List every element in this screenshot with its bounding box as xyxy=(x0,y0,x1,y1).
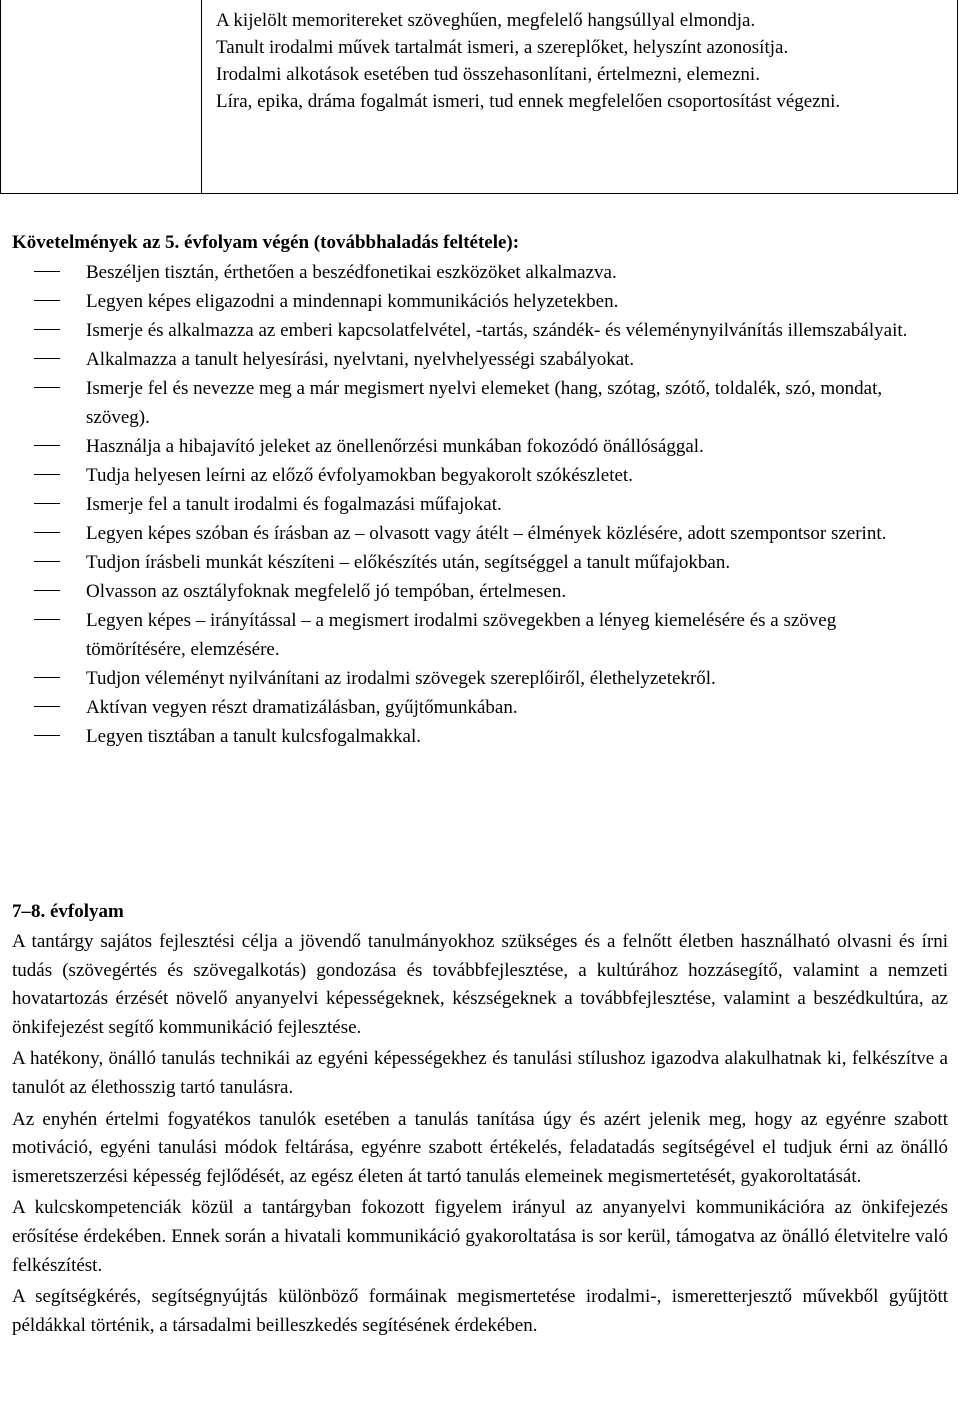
list-item-text: Legyen képes – irányítással – a megismert irodalmi szövegekben a lényeg kiemelésére és a szöveg tömörítésére, elemzésére. xyxy=(86,610,837,660)
dash-bullet xyxy=(34,619,60,620)
dash-bullet xyxy=(34,532,60,533)
list-item xyxy=(0,606,940,664)
list-item-text: Tudjon véleményt nyilvánítani az irodalmi szövegek szereplőiről, élethelyzetekről. xyxy=(86,668,716,689)
requirements-heading: Követelmények az 5. évfolyam végén (továbbhaladás feltétele): xyxy=(12,232,520,253)
grade-heading: 7–8. évfolyam xyxy=(12,901,124,922)
list-item xyxy=(0,722,940,751)
dash-bullet xyxy=(34,271,60,272)
dash-bullet xyxy=(34,387,60,388)
list-item-text: Ismerje fel a tanult irodalmi és fogalmazási műfajokat. xyxy=(86,494,502,515)
dash-bullet xyxy=(34,677,60,678)
dash-bullet xyxy=(34,706,60,707)
list-item xyxy=(0,374,940,432)
table-line: A kijelölt memoritereket szöveghűen, megfelelő hangsúllyal elmondja. xyxy=(216,10,756,31)
list-item-text: Használja a hibajavító jeleket az önellenőrzési munkában fokozódó önállósággal. xyxy=(86,436,704,457)
requirements-list xyxy=(0,258,940,751)
list-item xyxy=(0,461,940,490)
list-item-text: Ismerje fel és nevezze meg a már megismert nyelvi elemeket (hang, szótag, szótő, toldalék, szó, mondat, szöveg). xyxy=(86,378,883,428)
dash-bullet xyxy=(34,590,60,591)
list-item-text: Legyen tisztában a tanult kulcsfogalmakkal. xyxy=(86,726,422,747)
paragraph: A hatékony, önálló tanulás technikái az egyéni képességekhez és tanulási stílushoz igazodva alakulhatnak ki, felkészítve a tanulót az élethosszig tartó tanulásra. xyxy=(12,1048,948,1098)
list-item xyxy=(0,490,940,519)
list-item xyxy=(0,664,940,693)
table-line: Irodalmi alkotások esetében tud összehasonlítani, értelmezni, elemezni. xyxy=(216,64,760,85)
list-item xyxy=(0,287,940,316)
dash-bullet xyxy=(34,300,60,301)
list-item-text: Tudja helyesen leírni az előző évfolyamokban begyakorolt szókészletet. xyxy=(86,465,633,486)
list-item xyxy=(0,519,940,548)
list-item xyxy=(0,693,940,722)
list-item-text: Legyen képes szóban és írásban az – olvasott vagy átélt – élmények közlésére, adott szempontsor szerint. xyxy=(86,523,887,544)
list-item xyxy=(0,316,940,345)
dash-bullet xyxy=(34,735,60,736)
list-item-text: Olvasson az osztályfoknak megfelelő jó tempóban, értelmesen. xyxy=(86,581,567,602)
dash-bullet xyxy=(34,503,60,504)
dash-bullet xyxy=(34,474,60,475)
dash-bullet xyxy=(34,445,60,446)
list-item-text: Alkalmazza a tanult helyesírási, nyelvtani, nyelvhelyességi szabályokat. xyxy=(86,349,635,370)
table-right-cell xyxy=(202,0,958,194)
table-line: Líra, epika, dráma fogalmát ismeri, tud ennek megfelelően csoportosítást végezni. xyxy=(216,91,841,112)
list-item-text: Tudjon írásbeli munkát készíteni – előkészítés után, segítséggel a tanult műfajokban. xyxy=(86,552,731,573)
paragraph: Az enyhén értelmi fogyatékos tanulók esetében a tanulás tanítása úgy és azért jelenik meg, hogy az egyénre szabott motiváció, egyéni tanulási módok feltárása, egyénre szabott értékelés, feladatadás segítségével el tudjuk érni az önálló ismeretszerzési képesség fejlődését, az egész életen át tartó tanulás elemeinek megismertetését, gyakoroltatását. xyxy=(12,1108,948,1187)
table-left-cell xyxy=(1,0,202,194)
paragraph: A segítségkérés, segítségnyújtás különböző formáinak megismertetése irodalmi-, ismeretterjesztő művekből gyűjtött példákkal történik, a társadalmi beilleszkedés segítésének érdekében. xyxy=(12,1286,948,1336)
paragraph: A tantárgy sajátos fejlesztési célja a jövendő tanulmányokhoz szükséges és a felnőtt életben használható olvasni és írni tudás (szövegértés és szövegalkotás) gondozása és továbbfejlesztése, a kultúrához hozzásegítő, valamint a nemzeti hovatartozás érzését növelő anyanyelvi képességeknek, készségeknek a továbbfejlesztése, valamint a beszédkultúra, az önkifejezést segítő kommunikáció fejlesztése. xyxy=(12,931,948,1038)
list-item-text: Aktívan vegyen részt dramatizálásban, gyűjtőmunkában. xyxy=(86,697,518,718)
grade-paragraphs xyxy=(12,928,948,1343)
list-item xyxy=(0,258,940,287)
paragraph: A kulcskompetenciák közül a tantárgyban fokozott figyelem irányul az anyanyelvi kommunikációra az önkifejezés erősítése érdekében. Ennek során a hivatali kommunikáció gyakoroltatása is sor kerül, támogatva az önálló életvitelre való felkészítést. xyxy=(12,1197,948,1276)
list-item-text: Ismerje és alkalmazza az emberi kapcsolatfelvétel, -tartás, szándék- és véleménynyilvánítás illemszabályait. xyxy=(86,320,908,341)
list-item-text: Legyen képes eligazodni a mindennapi kommunikációs helyzetekben. xyxy=(86,291,619,312)
list-item xyxy=(0,345,940,374)
list-item xyxy=(0,577,940,606)
list-item-text: Beszéljen tisztán, érthetően a beszédfonetikai eszközöket alkalmazva. xyxy=(86,262,617,283)
list-item xyxy=(0,548,940,577)
table-line: Tanult irodalmi művek tartalmát ismeri, a szereplőket, helyszínt azonosítja. xyxy=(216,37,789,58)
dash-bullet xyxy=(34,561,60,562)
list-item xyxy=(0,432,940,461)
dash-bullet xyxy=(34,358,60,359)
dash-bullet xyxy=(34,329,60,330)
objectives-table xyxy=(0,0,958,194)
